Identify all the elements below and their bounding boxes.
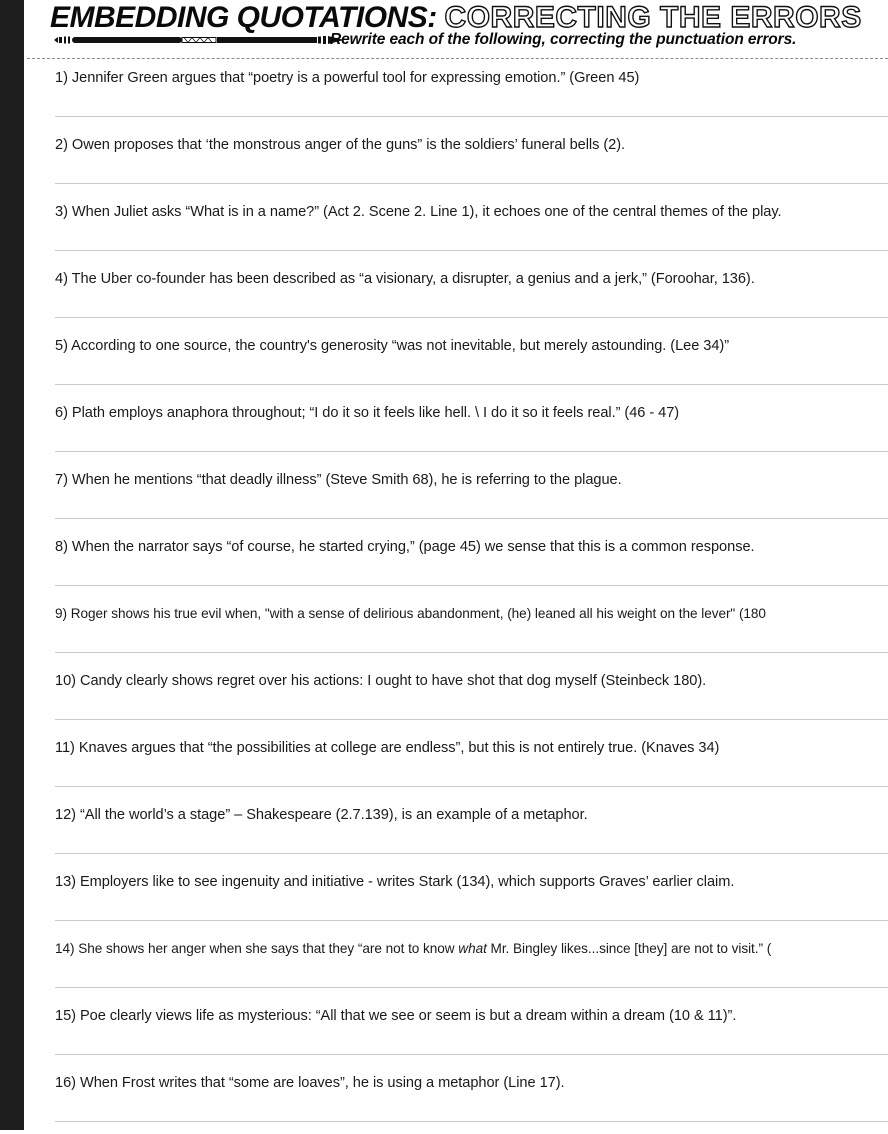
question-item xyxy=(55,330,888,397)
question-item xyxy=(55,1067,888,1134)
question-item xyxy=(55,1000,888,1067)
answer-line[interactable] xyxy=(55,719,888,720)
question-text: 1) Jennifer Green argues that “poetry is a powerful tool for expressing emotion.” (Green 45) xyxy=(55,70,640,86)
question-item xyxy=(55,665,888,732)
question-item xyxy=(55,464,888,531)
question-item xyxy=(55,263,888,330)
question-text: 11) Knaves argues that “the possibilities at college are endless”, but this is not entirely true. (Knaves 34) xyxy=(55,740,720,756)
answer-line[interactable] xyxy=(55,920,888,921)
answer-line[interactable] xyxy=(55,652,888,653)
question-item xyxy=(55,397,888,464)
question-text: 4) The Uber co-founder has been described as “a visionary, a disrupter, a genius and a jerk,” (Foroohar, 136). xyxy=(55,271,755,287)
worksheet-page xyxy=(24,0,888,1130)
question-item xyxy=(55,598,888,665)
instructions-subtitle: Rewrite each of the following, correcting the punctuation errors. xyxy=(330,31,797,48)
question-text: 3) When Juliet asks “What is in a name?” (Act 2. Scene 2. Line 1), it echoes one of the central themes of the play. xyxy=(55,204,782,220)
answer-line[interactable] xyxy=(55,987,888,988)
question-item xyxy=(55,62,888,129)
question-item xyxy=(55,866,888,933)
question-item xyxy=(55,933,888,1000)
pen-icon xyxy=(54,35,344,45)
question-text: 10) Candy clearly shows regret over his actions: I ought to have shot that dog myself (Steinbeck 180). xyxy=(55,673,707,689)
answer-line[interactable] xyxy=(55,384,888,385)
title-solid-part: EMBEDDING QUOTATIONS: xyxy=(50,1,445,34)
question-item xyxy=(55,799,888,866)
answer-line[interactable] xyxy=(55,183,888,184)
answer-line[interactable] xyxy=(55,1054,888,1055)
question-text: 15) Poe clearly views life as mysterious: “All that we see or seem is but a dream within a dream (10 & 11)”. xyxy=(55,1008,737,1024)
question-item xyxy=(55,129,888,196)
answer-line[interactable] xyxy=(55,585,888,586)
answer-line[interactable] xyxy=(55,853,888,854)
answer-line[interactable] xyxy=(55,250,888,251)
question-text: 14) She shows her anger when she says that they “are not to know what Mr. Bingley likes...since [they] are not to visit.” ( xyxy=(55,941,772,956)
question-text: 9) Roger shows his true evil when, "with a sense of delirious abandonment, (he) leaned all his weight on the lever" (180 xyxy=(55,606,766,621)
question-text: 12) “All the world’s a stage” – Shakespeare (2.7.139), is an example of a metaphor. xyxy=(55,807,588,823)
worksheet-title xyxy=(50,1,862,35)
question-text: 8) When the narrator says “of course, he started crying,” (page 45) we sense that this is a common response. xyxy=(55,539,755,555)
answer-line[interactable] xyxy=(55,1121,888,1122)
question-item xyxy=(55,531,888,598)
question-text: 16) When Frost writes that “some are loaves”, he is using a metaphor (Line 17). xyxy=(55,1075,565,1091)
answer-line[interactable] xyxy=(55,317,888,318)
question-text: 2) Owen proposes that ‘the monstrous anger of the guns” is the soldiers’ funeral bells (2). xyxy=(55,137,626,153)
title-outline-part: CORRECTING THE ERRORS xyxy=(444,1,862,34)
answer-line[interactable] xyxy=(55,451,888,452)
question-item xyxy=(55,196,888,263)
question-text: 6) Plath employs anaphora throughout; “I do it so it feels like hell. \ I do it so it feels real.” (46 - 47) xyxy=(55,405,680,421)
answer-line[interactable] xyxy=(55,116,888,117)
worksheet-header xyxy=(24,0,888,62)
question-text: 7) When he mentions “that deadly illness” (Steve Smith 68), he is referring to the plague. xyxy=(55,472,622,488)
header-divider xyxy=(27,58,888,59)
question-text: 5) According to one source, the country's generosity “was not inevitable, but merely astounding. (Lee 34)” xyxy=(55,338,730,354)
answer-line[interactable] xyxy=(55,786,888,787)
left-dark-margin xyxy=(0,0,24,1130)
question-text: 13) Employers like to see ingenuity and initiative - writes Stark (134), which supports Graves’ earlier claim. xyxy=(55,874,735,890)
question-item xyxy=(55,732,888,799)
answer-line[interactable] xyxy=(55,518,888,519)
